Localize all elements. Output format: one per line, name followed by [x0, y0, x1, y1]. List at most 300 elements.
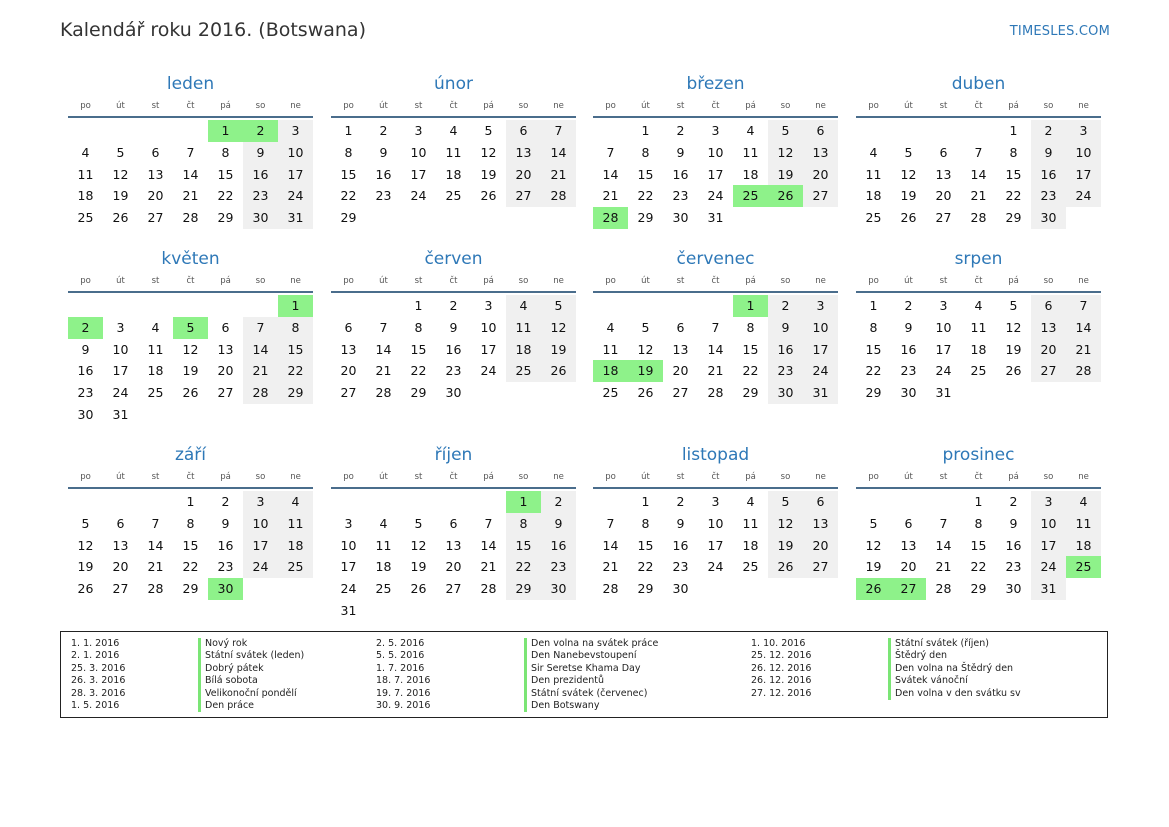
day-cell: 28 [541, 185, 576, 207]
weekday-label: po [868, 101, 879, 111]
day-cell: 22 [1005, 188, 1022, 204]
day-cell: 4 [1066, 491, 1101, 513]
weekday-label: pá [745, 276, 756, 286]
day-cell: 21 [243, 360, 278, 382]
day-cell: 3 [1066, 120, 1101, 142]
day-cell: 8 [641, 144, 650, 160]
day-cell: 5 [541, 295, 576, 317]
day-cell: 30 [672, 210, 689, 226]
day-cell: 25 [970, 363, 987, 379]
day-cell: 30 [900, 385, 917, 401]
month-name: květen [161, 249, 220, 269]
day-cell: 7 [606, 144, 615, 160]
day-cell: 9 [221, 515, 230, 531]
day-cell: 5 [768, 120, 803, 142]
empty-cell [961, 382, 996, 404]
week-row [68, 535, 313, 557]
weekday-label: út [116, 472, 125, 482]
day-cell: 17 [803, 339, 838, 361]
weekday-label: út [379, 472, 388, 482]
day-cell: 2 [68, 317, 103, 339]
week-row [593, 556, 838, 578]
empty-cell [366, 295, 401, 317]
day-cell: 23 [243, 185, 278, 207]
header-rule [68, 291, 313, 293]
legend-dates-col-2 [376, 638, 430, 712]
empty-cell [733, 578, 768, 600]
day-cell: 8 [278, 317, 313, 339]
day-cell: 27 [891, 578, 926, 600]
weekday-label: ne [1078, 276, 1089, 286]
header-rule [331, 291, 576, 293]
day-cell: 6 [221, 319, 230, 335]
day-cell: 19 [77, 559, 94, 575]
day-cell: 11 [77, 166, 94, 182]
day-cell: 9 [379, 144, 388, 160]
day-cell: 10 [278, 142, 313, 164]
day-cell: 20 [506, 164, 541, 186]
day-cell: 29 [340, 210, 357, 226]
weekday-label: ne [553, 101, 564, 111]
weekday-label: út [379, 101, 388, 111]
empty-cell [401, 491, 436, 513]
weekday-header [331, 468, 576, 487]
legend-names-col-1 [198, 638, 304, 712]
day-cell: 13 [803, 142, 838, 164]
day-cell: 21 [1066, 339, 1101, 361]
week-row [331, 513, 576, 535]
day-cell: 6 [151, 144, 160, 160]
month-name: listopad [681, 445, 750, 465]
day-cell: 26 [480, 188, 497, 204]
day-cell: 1 [278, 295, 313, 317]
day-cell: 3 [344, 515, 353, 531]
day-cell: 22 [970, 559, 987, 575]
weekday-label: út [641, 101, 650, 111]
day-cell: 14 [1066, 317, 1101, 339]
day-cell: 2 [221, 494, 230, 509]
week-row [68, 513, 313, 535]
weekday-label: pá [483, 276, 494, 286]
empty-cell [856, 491, 891, 513]
day-cell: 30 [672, 581, 689, 597]
day-cell: 12 [768, 142, 803, 164]
day-cell: 7 [243, 317, 278, 339]
day-cell: 31 [935, 385, 952, 401]
day-cell: 28 [147, 581, 164, 597]
day-cell: 22 [742, 363, 759, 379]
day-cell: 3 [711, 494, 720, 509]
day-cell: 7 [379, 319, 388, 335]
weekday-label: ne [815, 472, 826, 482]
day-cell: 16 [375, 166, 392, 182]
empty-cell [891, 120, 926, 142]
day-cell: 25 [445, 188, 462, 204]
day-cell: 12 [541, 317, 576, 339]
day-cell: 10 [1066, 142, 1101, 164]
legend-holiday-name: Svátek vánoční [888, 675, 1021, 687]
weekday-label: pá [220, 472, 231, 482]
day-cell: 15 [340, 166, 357, 182]
empty-cell [103, 295, 138, 317]
month-name: říjen [434, 445, 473, 465]
header-rule [331, 487, 576, 489]
empty-cell [138, 120, 173, 142]
day-cell: 18 [742, 166, 759, 182]
day-cell: 8 [869, 319, 878, 335]
day-cell: 24 [410, 188, 427, 204]
day-cell: 5 [904, 144, 913, 160]
legend-holiday-name: Den volna na svátek práce [524, 638, 658, 650]
legend-holiday-name: Sir Seretse Khama Day [524, 663, 658, 675]
day-cell: 22 [637, 188, 654, 204]
week-row [593, 185, 838, 207]
weekday-header [593, 468, 838, 487]
day-cell: 16 [541, 535, 576, 557]
month-block [593, 442, 838, 600]
weekday-label: čt [974, 101, 983, 111]
legend-names-col-3 [888, 638, 1021, 700]
day-cell: 14 [935, 537, 952, 553]
empty-cell [278, 404, 313, 426]
day-cell: 28 [243, 382, 278, 404]
day-cell: 21 [707, 363, 724, 379]
day-cell: 12 [637, 341, 654, 357]
day-cell: 19 [182, 363, 199, 379]
day-cell: 24 [278, 185, 313, 207]
empty-cell [698, 295, 733, 317]
day-cell: 23 [900, 363, 917, 379]
weekday-label: st [676, 101, 685, 111]
week-row [331, 556, 576, 578]
empty-cell [331, 491, 366, 513]
day-cell: 5 [414, 515, 423, 531]
day-cell: 18 [970, 341, 987, 357]
week-row [68, 120, 313, 142]
empty-cell [1066, 382, 1101, 404]
legend-date: 19. 7. 2016 [376, 687, 431, 699]
day-cell: 8 [221, 144, 230, 160]
empty-cell [103, 120, 138, 142]
day-cell: 18 [1066, 535, 1101, 557]
day-cell: 19 [865, 559, 882, 575]
week-row [856, 207, 1101, 229]
day-cell: 5 [116, 144, 125, 160]
week-row [593, 164, 838, 186]
empty-cell [401, 600, 436, 622]
day-cell: 2 [904, 298, 913, 313]
day-cell: 21 [480, 559, 497, 575]
day-cell: 17 [278, 164, 313, 186]
weekday-label: pá [483, 472, 494, 482]
day-cell: 15 [865, 341, 882, 357]
weekday-label: so [1043, 101, 1054, 111]
empty-cell [68, 120, 103, 142]
day-cell: 15 [637, 537, 654, 553]
day-cell: 29 [865, 385, 882, 401]
day-cell: 29 [742, 385, 759, 401]
day-cell: 28 [970, 210, 987, 226]
day-cell: 23 [541, 556, 576, 578]
day-cell: 9 [676, 515, 685, 531]
week-row [593, 578, 838, 600]
week-row [331, 295, 576, 317]
empty-cell [471, 382, 506, 404]
day-cell: 7 [711, 319, 720, 335]
week-row [331, 207, 576, 229]
day-cell: 16 [243, 164, 278, 186]
day-cell: 7 [541, 120, 576, 142]
day-cell: 11 [970, 319, 987, 335]
day-cell: 21 [541, 164, 576, 186]
weekday-label: st [414, 101, 423, 111]
day-cell: 5 [1009, 298, 1018, 313]
day-cell: 25 [742, 559, 759, 575]
weekday-label: so [780, 276, 791, 286]
day-cell: 29 [637, 581, 654, 597]
empty-cell [173, 295, 208, 317]
day-cell: 21 [602, 188, 619, 204]
day-cell: 6 [506, 120, 541, 142]
weekday-label: út [904, 472, 913, 482]
day-cell: 10 [803, 317, 838, 339]
day-cell: 28 [375, 385, 392, 401]
day-cell: 15 [410, 341, 427, 357]
day-cell: 13 [1031, 317, 1066, 339]
empty-cell [208, 404, 243, 426]
week-row [856, 120, 1101, 142]
day-cell: 6 [904, 515, 913, 531]
day-cell: 17 [112, 363, 129, 379]
day-cell: 10 [1031, 513, 1066, 535]
legend-date: 1. 7. 2016 [376, 662, 425, 674]
day-cell: 6 [803, 120, 838, 142]
day-cell: 16 [217, 537, 234, 553]
day-cell: 30 [768, 382, 803, 404]
day-cell: 2 [676, 494, 685, 509]
day-cell: 16 [900, 341, 917, 357]
legend-date: 2. 5. 2016 [376, 638, 425, 649]
empty-cell [278, 578, 313, 600]
day-cell: 16 [77, 363, 94, 379]
day-cell: 23 [1031, 185, 1066, 207]
brand-link[interactable]: TIMESLES.COM [1009, 24, 1110, 39]
day-cell: 3 [711, 123, 720, 138]
weekday-label: po [605, 101, 616, 111]
empty-cell [366, 491, 401, 513]
day-cell: 7 [939, 515, 948, 531]
day-cell: 20 [1031, 339, 1066, 361]
empty-cell [436, 207, 471, 229]
day-cell: 30 [1031, 207, 1066, 229]
weekday-label: so [255, 101, 266, 111]
header-rule [593, 291, 838, 293]
weekday-label: čt [186, 472, 195, 482]
day-cell: 22 [340, 188, 357, 204]
day-cell: 17 [410, 166, 427, 182]
week-row [331, 578, 576, 600]
empty-cell [471, 600, 506, 622]
day-cell: 24 [112, 385, 129, 401]
day-cell: 12 [768, 513, 803, 535]
day-cell: 1 [869, 298, 878, 313]
day-cell: 20 [445, 559, 462, 575]
weekday-label: út [904, 101, 913, 111]
day-cell: 24 [340, 581, 357, 597]
day-cell: 23 [768, 360, 803, 382]
weekday-label: čt [186, 101, 195, 111]
day-cell: 24 [480, 363, 497, 379]
day-cell: 20 [340, 363, 357, 379]
day-cell: 16 [672, 166, 689, 182]
day-cell: 23 [1005, 559, 1022, 575]
day-cell: 12 [77, 537, 94, 553]
weekday-label: út [116, 101, 125, 111]
empty-cell [471, 491, 506, 513]
day-cell: 30 [208, 578, 243, 600]
day-cell: 27 [803, 185, 838, 207]
day-cell: 6 [344, 319, 353, 335]
week-row [856, 185, 1101, 207]
legend-holiday-name: Státní svátek (říjen) [888, 638, 1021, 650]
weekday-label: ne [815, 276, 826, 286]
day-cell: 26 [77, 581, 94, 597]
day-cell: 12 [410, 537, 427, 553]
day-cell: 27 [445, 581, 462, 597]
day-cell: 1 [186, 494, 195, 509]
week-row [68, 360, 313, 382]
day-cell: 13 [147, 166, 164, 182]
day-cell: 23 [77, 385, 94, 401]
day-cell: 26 [410, 581, 427, 597]
day-cell: 21 [970, 188, 987, 204]
day-cell: 24 [1066, 185, 1101, 207]
empty-cell [926, 120, 961, 142]
day-cell: 4 [379, 515, 388, 531]
day-cell: 2 [243, 120, 278, 142]
weekday-label: út [641, 472, 650, 482]
day-cell: 18 [147, 363, 164, 379]
week-row [593, 317, 838, 339]
weekday-header [68, 272, 313, 291]
weekday-label: st [151, 101, 160, 111]
empty-cell [1031, 382, 1066, 404]
day-cell: 11 [742, 144, 759, 160]
day-cell: 2 [379, 123, 388, 138]
day-cell: 23 [672, 188, 689, 204]
empty-cell [541, 382, 576, 404]
day-cell: 7 [484, 515, 493, 531]
day-cell: 19 [410, 559, 427, 575]
day-cell: 9 [81, 341, 90, 357]
day-cell: 8 [344, 144, 353, 160]
weekday-label: so [255, 472, 266, 482]
holiday-legend [60, 631, 1108, 718]
empty-cell [733, 207, 768, 229]
weekday-label: po [343, 101, 354, 111]
week-row [593, 142, 838, 164]
legend-holiday-name: Den prezidentů [524, 675, 658, 687]
day-cell: 13 [803, 513, 838, 535]
empty-cell [961, 120, 996, 142]
legend-date: 1. 10. 2016 [751, 638, 806, 649]
week-row [856, 295, 1101, 317]
header-rule [331, 116, 576, 118]
weekday-label: pá [483, 101, 494, 111]
day-cell: 5 [173, 317, 208, 339]
empty-cell [208, 295, 243, 317]
weekday-label: čt [711, 472, 720, 482]
weekday-label: st [939, 101, 948, 111]
day-cell: 15 [182, 537, 199, 553]
day-cell: 16 [1031, 164, 1066, 186]
day-cell: 30 [77, 406, 94, 422]
day-cell: 30 [541, 578, 576, 600]
empty-cell [628, 295, 663, 317]
day-cell: 14 [480, 537, 497, 553]
week-row [68, 317, 313, 339]
day-cell: 24 [1031, 556, 1066, 578]
day-cell: 17 [935, 341, 952, 357]
week-row [331, 339, 576, 361]
month-name: leden [166, 74, 215, 94]
day-cell: 1 [974, 494, 983, 509]
empty-cell [768, 207, 803, 229]
day-cell: 29 [217, 210, 234, 226]
day-cell: 15 [1005, 166, 1022, 182]
day-cell: 4 [606, 319, 615, 335]
day-cell: 1 [506, 491, 541, 513]
day-cell: 18 [77, 188, 94, 204]
empty-cell [1066, 207, 1101, 229]
empty-cell [243, 404, 278, 426]
header-rule [68, 487, 313, 489]
weekday-label: pá [220, 101, 231, 111]
week-row [331, 600, 576, 622]
day-cell: 22 [506, 556, 541, 578]
legend-holiday-name: Státní svátek (leden) [198, 650, 304, 662]
week-row [593, 382, 838, 404]
week-row [68, 164, 313, 186]
legend-date: 28. 3. 2016 [71, 687, 126, 699]
week-row [331, 120, 576, 142]
empty-cell [803, 578, 838, 600]
empty-cell [331, 295, 366, 317]
day-cell: 25 [1066, 556, 1101, 578]
empty-cell [401, 207, 436, 229]
day-cell: 8 [506, 513, 541, 535]
weekday-label: čt [186, 276, 195, 286]
day-cell: 22 [865, 363, 882, 379]
week-row [68, 382, 313, 404]
weekday-header [331, 97, 576, 116]
day-cell: 21 [375, 363, 392, 379]
weekday-header [593, 272, 838, 291]
empty-cell [436, 491, 471, 513]
legend-date: 26. 3. 2016 [71, 675, 126, 687]
weekday-label: pá [1008, 276, 1019, 286]
month-block [68, 442, 313, 600]
day-cell: 11 [147, 341, 164, 357]
weekday-label: po [343, 276, 354, 286]
day-cell: 29 [182, 581, 199, 597]
weekday-label: so [518, 472, 529, 482]
day-cell: 20 [672, 363, 689, 379]
day-cell: 16 [445, 341, 462, 357]
legend-holiday-name: Bílá sobota [198, 675, 304, 687]
weekday-label: čt [449, 472, 458, 482]
week-row [593, 535, 838, 557]
